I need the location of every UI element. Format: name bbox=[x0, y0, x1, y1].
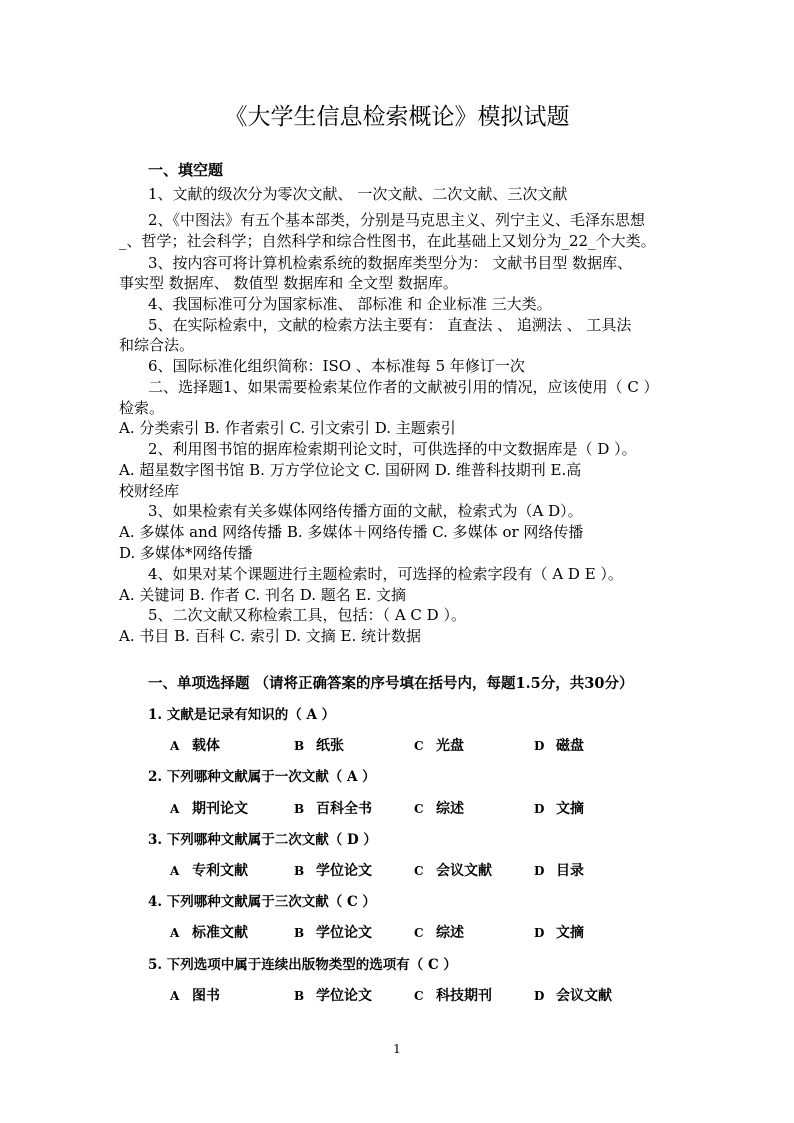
option: C 光盘 bbox=[414, 738, 464, 754]
option: A 标准文献 bbox=[170, 925, 248, 941]
choice-line: 检索。 bbox=[119, 399, 165, 417]
choice-line: A. 分类索引 B. 作者索引 C. 引文索引 D. 主题索引 bbox=[119, 419, 456, 437]
question: 3. 下列哪种文献属于二次文献（ D ） bbox=[148, 832, 377, 848]
option: D 文摘 bbox=[534, 925, 584, 941]
page-title: 《大学生信息检索概论》模拟试题 bbox=[224, 104, 570, 130]
fill-line: _、哲学；社会科学；自然科学和综合性图书，在此基础上又划分为_22_个大类。 bbox=[119, 232, 656, 250]
fill-line: 3、按内容可将计算机检索系统的数据库类型分为： 文献书目型 数据库、 bbox=[148, 254, 633, 272]
option: B 百科全书 bbox=[294, 801, 372, 817]
choice-line: A. 书目 B. 百科 C. 索引 D. 文摘 E. 统计数据 bbox=[119, 627, 421, 645]
option: C 会议文献 bbox=[414, 863, 492, 879]
option: D 磁盘 bbox=[534, 738, 584, 754]
choice-line: 二、选择题1、如果需要检索某位作者的文献被引用的情况，应该使用（ C ） bbox=[148, 378, 659, 396]
fill-line: 事实型 数据库、 数值型 数据库和 全文型 数据库。 bbox=[119, 274, 458, 292]
question: 1. 文献是记录有知识的（ A ） bbox=[148, 707, 336, 723]
option: A 专利文献 bbox=[170, 863, 248, 879]
choice-line: 2、利用图书馆的据库检索期刊论文时，可供选择的中文数据库是（ D ）。 bbox=[148, 440, 637, 458]
option: B 纸张 bbox=[294, 738, 344, 754]
fill-line: 5、在实际检索中，文献的检索方法主要有： 直查法 、 追溯法 、 工具法 bbox=[148, 316, 632, 334]
fill-line: 4、我国标准可分为国家标准、 部标准 和 企业标准 三大类。 bbox=[148, 295, 552, 313]
option: D 文摘 bbox=[534, 801, 584, 817]
choice-line: 5、二次文献又称检索工具，包括：（ A C D ）。 bbox=[148, 606, 466, 624]
option: D 会议文献 bbox=[534, 988, 612, 1004]
option: A 期刊论文 bbox=[170, 801, 248, 817]
single-choice-heading: 一、单项选择题 （请将正确答案的序号填在括号内，每题1.5分，共30分） bbox=[148, 675, 634, 692]
fill-line: 1、文献的级次分为零次文献、 一次文献、二次文献、三次文献 bbox=[148, 185, 568, 203]
choice-line: A. 多媒体 and 网络传播 B. 多媒体＋网络传播 C. 多媒体 or 网络传播 bbox=[119, 523, 584, 541]
question: 4. 下列哪种文献属于三次文献（ C ） bbox=[148, 894, 376, 910]
choice-line: D. 多媒体*网络传播 bbox=[119, 544, 253, 562]
option: B 学位论文 bbox=[294, 925, 372, 941]
option: C 综述 bbox=[414, 801, 464, 817]
option: D 目录 bbox=[534, 863, 584, 879]
option: C 综述 bbox=[414, 925, 464, 941]
option: B 学位论文 bbox=[294, 863, 372, 879]
choice-line: 校财经库 bbox=[119, 482, 180, 500]
option: B 学位论文 bbox=[294, 988, 372, 1004]
choice-line: 3、如果检索有关多媒体网络传播方面的文献，检索式为（A D）。 bbox=[148, 502, 583, 520]
option: C 科技期刊 bbox=[414, 988, 492, 1004]
option: A 图书 bbox=[170, 988, 220, 1004]
fill-line: 2、《中图法》有五个基本部类，分别是马克思主义、列宁主义、毛泽东思想 bbox=[148, 211, 646, 229]
option: A 载体 bbox=[170, 738, 220, 754]
page-number: 1 bbox=[393, 1042, 401, 1056]
question: 5. 下列选项中属于连续出版物类型的选项有（ C ） bbox=[148, 957, 457, 973]
choice-line: A. 超星数字图书馆 B. 万方学位论文 C. 国研网 D. 维普科技期刊 E.高 bbox=[119, 461, 582, 479]
question: 2. 下列哪种文献属于一次文献（ A ） bbox=[148, 769, 376, 785]
choice-line: 4、如果对某个课题进行主题检索时，可选择的检索字段有（ A D E ）。 bbox=[148, 565, 623, 583]
choice-line: A. 关键词 B. 作者 C. 刊名 D. 题名 E. 文摘 bbox=[119, 586, 406, 604]
fill-line: 6、国际标准化组织简称：ISO 、本标准每 5 年修订一次 bbox=[148, 357, 525, 375]
fill-line: 和综合法。 bbox=[119, 336, 195, 354]
fill-section-heading: 一、填空题 bbox=[148, 161, 224, 179]
